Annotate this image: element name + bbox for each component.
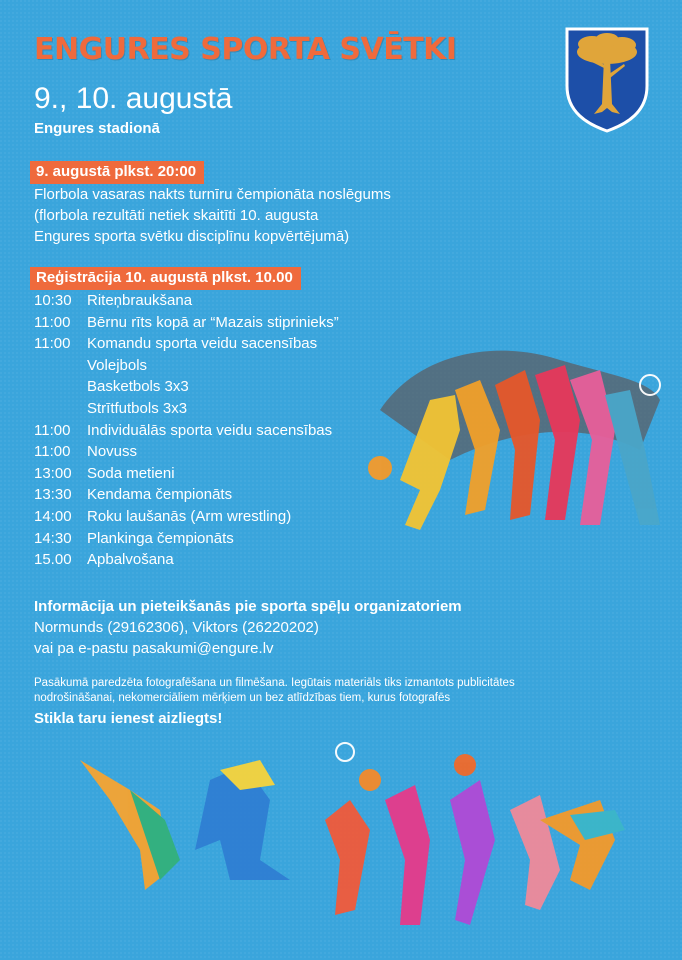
schedule-event: Bērnu rīts kopā ar “Mazais stiprinieks” — [87, 313, 339, 331]
schedule-time: 15.00 — [34, 551, 72, 569]
photo-notice-line: nodrošināšanai, nekomerciāliem mērķiem un bez atlīdzības tiem, kurus fotografēs — [34, 692, 451, 704]
event-title: ENGURES SPORTA SVĒTKI — [34, 32, 457, 67]
schedule-row — [34, 506, 339, 528]
schedule-event: Strītfutbols 3x3 — [87, 399, 188, 417]
day2-registration-badge: Reģistrācija 10. augustā plkst. 10.00 — [30, 267, 301, 290]
schedule-event: Volejbols — [87, 356, 148, 374]
schedule-time: 14:00 — [34, 507, 72, 525]
contact-info — [34, 596, 462, 659]
schedule-event: Riteņbraukšana — [87, 292, 193, 309]
schedule-time: 11:00 — [34, 313, 71, 331]
schedule-row — [34, 484, 339, 506]
schedule-time — [34, 376, 87, 398]
schedule-row — [34, 420, 339, 442]
schedule-time: 10:30 — [34, 292, 72, 309]
schedule-row — [34, 355, 339, 377]
schedule-time: 14:30 — [34, 529, 72, 547]
schedule-event: Kendama čempionāts — [87, 486, 233, 504]
contact-heading: Informācija un pieteikšanās pie sporta spēļu organizatoriem — [34, 598, 462, 615]
schedule-event: Individuālās sporta veidu sacensības — [87, 421, 333, 439]
contact-phones: Normunds (29162306), Viktors (26220202) — [34, 619, 319, 636]
contact-email: vai pa e-pastu pasakumi@engure.lv — [34, 640, 274, 657]
schedule-event: Apbalvošana — [87, 551, 174, 569]
coat-of-arms-icon — [562, 24, 652, 134]
schedule-time: 13:30 — [34, 486, 72, 504]
photo-notice — [34, 676, 654, 706]
day1-line: (florbola rezultāti netiek skaitīti 10. augusta — [34, 207, 319, 224]
athletes-silhouettes-illustration — [360, 340, 670, 540]
schedule-row — [34, 441, 339, 463]
schedule-time: 11:00 — [34, 443, 71, 461]
schedule-row — [34, 398, 339, 420]
sports-figures-illustration — [70, 740, 630, 940]
glass-warning: Stikla taru ienest aizliegts! — [34, 710, 223, 727]
day1-time-badge: 9. augustā plkst. 20:00 — [30, 161, 204, 184]
schedule-event: Komandu sporta veidu sacensības — [87, 335, 318, 353]
day1-description — [34, 184, 391, 247]
event-venue: Engures stadionā — [34, 120, 160, 137]
event-dates: 9., 10. augustā — [34, 82, 233, 115]
schedule-time: 11:00 — [34, 421, 71, 439]
schedule-row — [34, 312, 339, 334]
schedule-time — [34, 355, 87, 377]
schedule-row — [34, 376, 339, 398]
schedule-row — [34, 333, 339, 355]
day1-line: Florbola vasaras nakts turnīru čempionāta noslēgums — [34, 186, 391, 203]
schedule-row — [34, 528, 339, 550]
day1-line: Engures sporta svētku disciplīnu kopvērtējumā) — [34, 228, 350, 245]
photo-notice-line: Pasākumā paredzēta fotografēšana un filmēšana. Iegūtais materiāls tiks izmantots publicitātes — [34, 677, 515, 689]
schedule-event: Soda metieni — [87, 464, 175, 482]
schedule-event: Plankinga čempionāts — [87, 529, 234, 547]
schedule-time: 11:00 — [34, 335, 71, 353]
schedule-row — [34, 549, 339, 571]
schedule-event: Novuss — [87, 443, 138, 461]
schedule-event: Basketbols 3x3 — [87, 378, 189, 396]
schedule-row — [34, 463, 339, 485]
day2-schedule — [34, 290, 339, 571]
schedule-time — [34, 398, 87, 420]
schedule-time: 13:00 — [34, 464, 72, 482]
schedule-event: Roku laušanās (Arm wrestling) — [87, 507, 292, 525]
schedule-row — [34, 290, 339, 312]
